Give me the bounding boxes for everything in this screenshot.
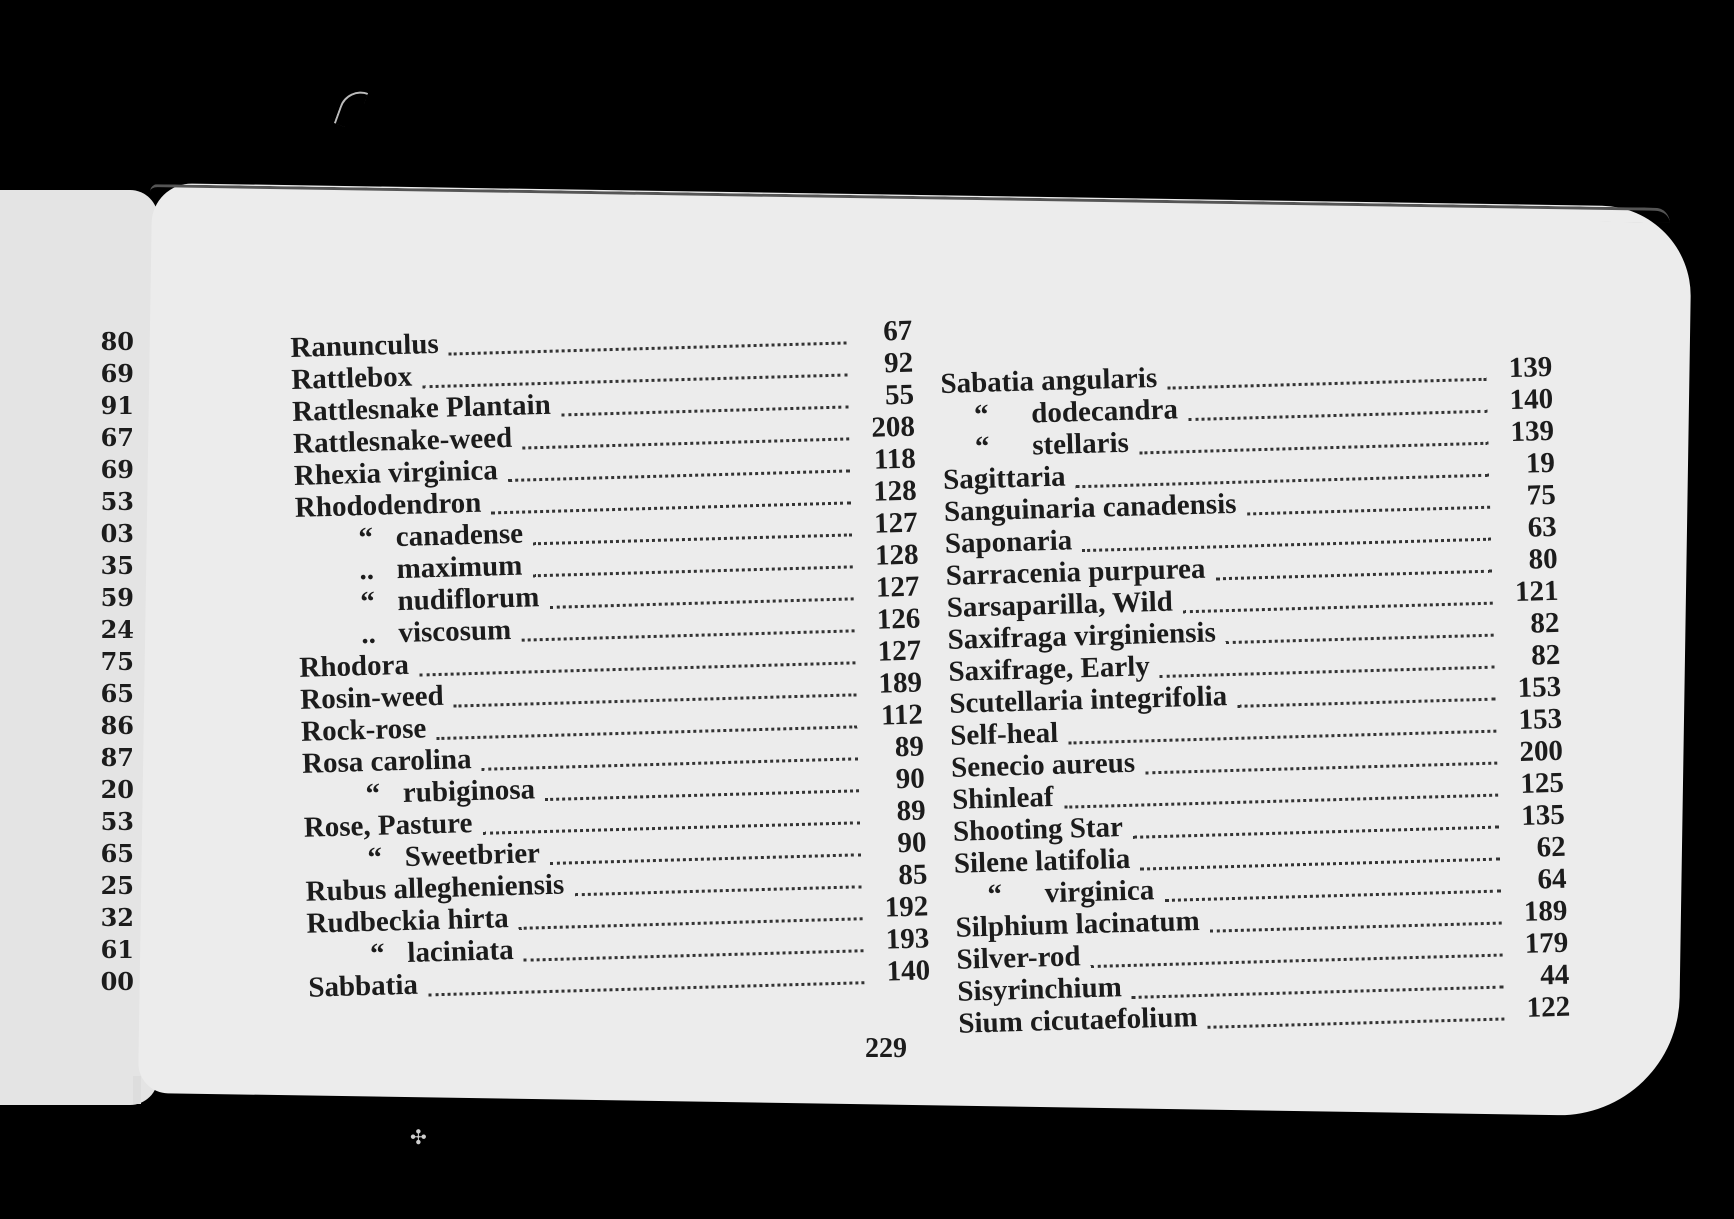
entry-term-group [299, 649, 409, 685]
entry-term: Sagittaria [942, 460, 1066, 496]
entry-term: viscosum [398, 613, 512, 650]
entry-term: Rose, Pasture [303, 807, 473, 844]
entry-page-number: 67 [882, 314, 913, 348]
facing-page-number: 67 [100, 423, 134, 452]
entry-page-number: 192 [884, 890, 929, 924]
entry-term: Scutellaria integrifolia [948, 680, 1228, 720]
entry-term: laciniata [406, 934, 515, 969]
entry-term-group [290, 328, 439, 365]
facing-page-number: 35 [100, 551, 134, 580]
entry-term-group [941, 393, 1178, 433]
facing-page-number: 03 [100, 519, 134, 548]
spine-mark [133, 1076, 141, 1104]
entry-page-number: 128 [874, 538, 919, 572]
entry-term-group [303, 773, 536, 812]
entry-page-number: 153 [1518, 702, 1563, 736]
entry-page-number: 128 [872, 474, 918, 508]
entry-term: Ranunculus [290, 327, 440, 364]
entry-page-number: 44 [1539, 958, 1570, 992]
entry-term: Saxifraga virginiensis [947, 616, 1217, 656]
entry-term: Rudbeckia hirta [306, 902, 510, 940]
entry-term: nudiflorum [397, 581, 540, 618]
entry-term: Sabbatia [307, 968, 419, 1004]
leader-dots [1210, 909, 1502, 932]
entry-term-group [301, 712, 427, 748]
entry-term: Sabatia angularis [940, 361, 1158, 400]
entry-page-number: 55 [884, 378, 915, 412]
entry-term: Sanguinaria canadensis [943, 487, 1237, 528]
facing-page-number: 75 [100, 647, 134, 676]
entry-page-number: 85 [897, 858, 928, 892]
entry-page-number: 80 [1528, 542, 1559, 576]
facing-page-number: 00 [100, 967, 134, 996]
ditto-mark: “ [973, 398, 990, 432]
leader-dots [1246, 493, 1490, 515]
entry-page-number: 179 [1524, 926, 1569, 960]
facing-page-number: 91 [100, 391, 134, 420]
entry-page-number: 126 [876, 602, 921, 636]
entry-term-group [958, 1001, 1198, 1041]
entry-page-number: 189 [878, 666, 923, 700]
entry-term: Rhexia virginica [293, 454, 499, 492]
leader-dots [574, 873, 862, 896]
entry-term-group [291, 361, 413, 397]
ditto-mark: “ [365, 777, 381, 811]
facing-page-number: 24 [100, 615, 134, 644]
facing-page-number: 20 [100, 775, 134, 804]
leader-dots [561, 393, 849, 416]
entry-page-number: 82 [1529, 606, 1560, 640]
entry-page-number: 125 [1519, 766, 1565, 800]
entry-term-group [944, 524, 1072, 561]
entry-term: Shooting Star [952, 811, 1124, 848]
ditto-mark: “ [974, 430, 990, 464]
entry-page-number: 153 [1517, 670, 1562, 704]
index-column-left [290, 315, 931, 1004]
ditto-mark: “ [367, 841, 383, 875]
entry-page-number: 89 [894, 730, 925, 764]
entry-page-number: 193 [885, 922, 930, 956]
entry-term: Sarracenia purpurea [945, 552, 1206, 592]
index-column-right [940, 351, 1571, 1040]
entry-term-group [300, 680, 444, 717]
entry-term: Rosin-weed [299, 679, 445, 716]
leader-dots [1207, 1005, 1504, 1028]
entry-term: Rattlebox [290, 360, 413, 396]
entry-page-number: 127 [873, 506, 919, 540]
dust-speck: ✣ [410, 1125, 427, 1149]
facing-page-left [0, 190, 158, 1105]
facing-page-number: 65 [100, 839, 134, 868]
entry-page-number: 189 [1523, 894, 1568, 928]
entry-term: Self-heal [949, 716, 1059, 752]
entry-page-number: 139 [1510, 414, 1555, 449]
entry-page-number: 121 [1514, 574, 1559, 609]
entry-page-number: 90 [897, 826, 927, 860]
leader-dots [1237, 685, 1495, 707]
facing-page-number: 80 [100, 327, 134, 356]
facing-page-number: 86 [100, 711, 134, 740]
entry-term: Silphium lacinatum [955, 904, 1201, 944]
ditto-mark: “ [359, 585, 376, 619]
leader-dots [1226, 621, 1494, 643]
entry-page-number: 135 [1520, 798, 1566, 832]
entry-term: rubiginosa [402, 773, 536, 810]
entry-page-number: 127 [875, 570, 920, 604]
entry-page-number: 140 [886, 954, 931, 988]
entry-page-number: 122 [1526, 990, 1571, 1024]
ditto-mark: .. [358, 553, 375, 587]
entry-term: Rattlesnake Plantain [291, 388, 552, 428]
entry-term-group [943, 461, 1066, 497]
entry-page-number: 112 [880, 698, 924, 732]
facing-page-number: 69 [100, 455, 134, 484]
ditto-mark: .. [360, 617, 377, 651]
entry-term: Senecio aureus [950, 746, 1136, 784]
facing-page-number: 69 [100, 359, 134, 388]
entry-page-number: 19 [1525, 446, 1556, 480]
entry-term-group [956, 940, 1081, 976]
entry-term: Rock-rose [300, 712, 427, 748]
entry-term: Rhododendron [294, 486, 482, 524]
entry-term-group [942, 427, 1130, 465]
entry-term: Saxifrage, Early [948, 650, 1151, 688]
entry-term-group [955, 905, 1200, 945]
entry-term: Sweetbrier [404, 837, 541, 873]
entry-term-group [950, 717, 1059, 753]
entry-page-number: 64 [1537, 862, 1567, 896]
entry-page-number: 208 [870, 410, 916, 444]
entry-term: Rubus allegheniensis [305, 868, 565, 908]
entry-page-number: 75 [1526, 478, 1557, 512]
entry-page-number: 82 [1530, 638, 1561, 672]
entry-term: maximum [396, 549, 523, 586]
entry-page-number: 63 [1527, 510, 1558, 544]
entry-page-number: 89 [896, 794, 927, 828]
scratch-mark [334, 85, 368, 130]
entry-term: virginica [1044, 874, 1155, 910]
facing-page-number: 59 [100, 583, 134, 612]
entry-term: Rattlesnake-weed [292, 421, 513, 460]
facing-page-number: 65 [100, 679, 134, 708]
entry-page-number: 200 [1519, 734, 1564, 768]
entry-page-number: 62 [1536, 830, 1567, 864]
facing-page-number: 61 [100, 935, 134, 964]
entry-page-number: 92 [883, 346, 914, 380]
entry-term: Sarsaparilla, Wild [946, 585, 1174, 624]
entry-term-group [298, 614, 512, 653]
page-number: 229 [865, 1033, 907, 1064]
ditto-mark: “ [369, 937, 386, 970]
entry-term: Rhodora [298, 648, 410, 684]
facing-page-number: 53 [100, 487, 134, 516]
ditto-mark: “ [987, 878, 1003, 911]
entry-page-number: 127 [877, 634, 922, 668]
entry-term: Shinleaf [951, 781, 1055, 816]
entry-page-number: 140 [1509, 382, 1554, 417]
entry-term-group [308, 969, 418, 1005]
leader-dots [1215, 557, 1492, 580]
entry-page-number: 118 [873, 442, 917, 476]
entry-term: Silver-rod [956, 940, 1081, 976]
entry-page-number: 90 [895, 762, 926, 796]
facing-page-number: 53 [100, 807, 134, 836]
entry-term: canadense [395, 517, 524, 554]
facing-page-number: 32 [100, 903, 134, 932]
entry-term: Sisyrinchium [956, 971, 1123, 1008]
entry-term: Silene latifolia [953, 842, 1131, 880]
facing-page-number: 87 [100, 743, 134, 772]
facing-page-number: 25 [100, 871, 134, 900]
entry-term: dodecandra [1030, 393, 1179, 430]
entry-term: Rosa carolina [301, 743, 472, 780]
entry-term: Saponaria [944, 524, 1073, 560]
entry-term: stellaris [1031, 426, 1130, 462]
entry-term-group [952, 781, 1054, 817]
ditto-mark: “ [358, 521, 374, 555]
entry-term-group [951, 747, 1136, 785]
entry-page-number: 139 [1508, 350, 1553, 385]
entry-term-group [307, 934, 514, 973]
entry-term: Sium cicutaefolium [957, 1001, 1198, 1040]
